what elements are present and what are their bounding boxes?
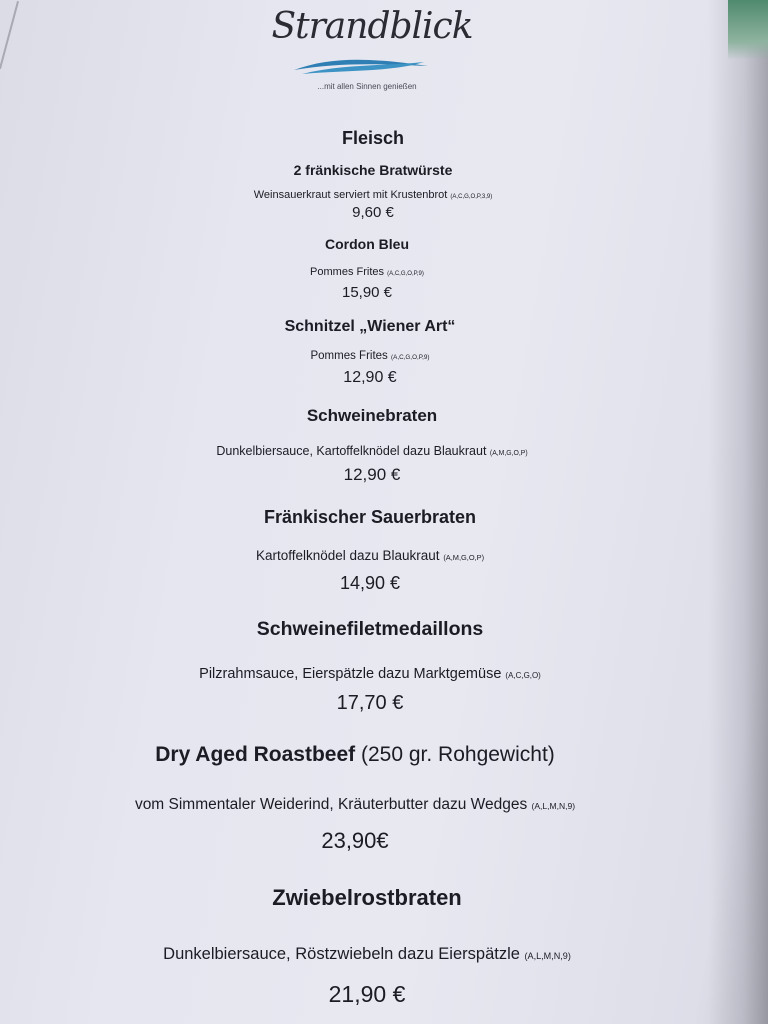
dish-name: Cordon Bleu [325,236,409,252]
menu-item-price: 12,90 € [343,369,397,386]
menu-item-description [256,548,484,563]
menu-item-name [307,406,437,426]
menu-item-description [310,266,424,278]
dish-description: Dunkelbiersauce, Röstzwiebeln dazu Eierspätzle [163,945,520,963]
allergen-codes: (A,M,G,O,P) [443,553,485,562]
menu-item-name [155,743,555,767]
menu-item-name [294,162,453,178]
dish-description: Dunkelbiersauce, Kartoffelknödel dazu Blaukraut [216,444,487,458]
allergen-codes: (A,C,G,O,P,9) [387,271,424,277]
menu-item-name [272,885,461,911]
menu-item-name [257,618,483,641]
dish-name: Dry Aged Roastbeef [155,743,356,766]
menu-item-description [254,189,493,201]
menu-item-price: 17,70 € [336,692,404,714]
menu-holder-edge [0,1,19,69]
dish-description: Weinsauerkraut serviert mit Krustenbrot [253,189,448,201]
allergen-codes: (A,C,G,O,P,3,9) [450,194,493,200]
dish-name: Schweinebraten [306,406,438,425]
menu-item-price: 9,60 € [352,204,394,221]
menu-item-price: 21,90 € [328,981,406,1007]
menu-item-description [135,796,575,814]
dish-name: Schweinefiletmedaillons [256,618,484,640]
allergen-codes: (A,C,G,O) [505,671,541,680]
logo: Strandblick [271,6,473,47]
menu-item-name [264,507,476,528]
dish-name: Zwiebelrostbraten [272,885,462,910]
dish-description: vom Simmentaler Weiderind, Kräuterbutter dazu Wedges [134,796,528,813]
menu-item-name [285,318,456,336]
menu-item-description [310,350,429,362]
allergen-codes: (A,L,M,N,9) [531,801,576,811]
menu-item-price: 15,90 € [341,284,393,301]
dish-description: Pilzrahmsauce, Eierspätzle dazu Marktgemüse [199,666,502,682]
background-corner [728,0,768,60]
menu-item-description [199,666,541,682]
menu-item-description [216,444,527,458]
dish-name: 2 fränkische Bratwürste [293,162,453,178]
dish-description: Pommes Frites [310,350,388,362]
dish-description: Kartoffelknödel dazu Blaukraut [255,548,440,563]
menu-item-name [325,236,409,252]
tagline: ...mit allen Sinnen genießen [317,82,417,91]
menu-item-description [163,945,571,964]
allergen-codes: (A,L,M,N,9) [524,951,571,961]
dish-description: Pommes Frites [310,266,385,278]
wave-logo-icon [292,52,432,78]
page-edge-shadow [708,0,768,1024]
dish-name: Schnitzel „Wiener Art“ [284,318,456,335]
menu-item-price: 23,90€ [321,828,389,853]
allergen-codes: (A,M,G,O,P) [489,450,528,457]
menu-item-price: 12,90 € [343,465,401,484]
dish-name: Fränkischer Sauerbraten [263,507,477,527]
section-title: Fleisch [341,128,405,148]
allergen-codes: (A,C,G,O,P,9) [391,354,430,361]
menu-item-price: 14,90 € [339,573,401,593]
dish-name-suffix: (250 gr. Rohgewicht) [355,743,555,766]
